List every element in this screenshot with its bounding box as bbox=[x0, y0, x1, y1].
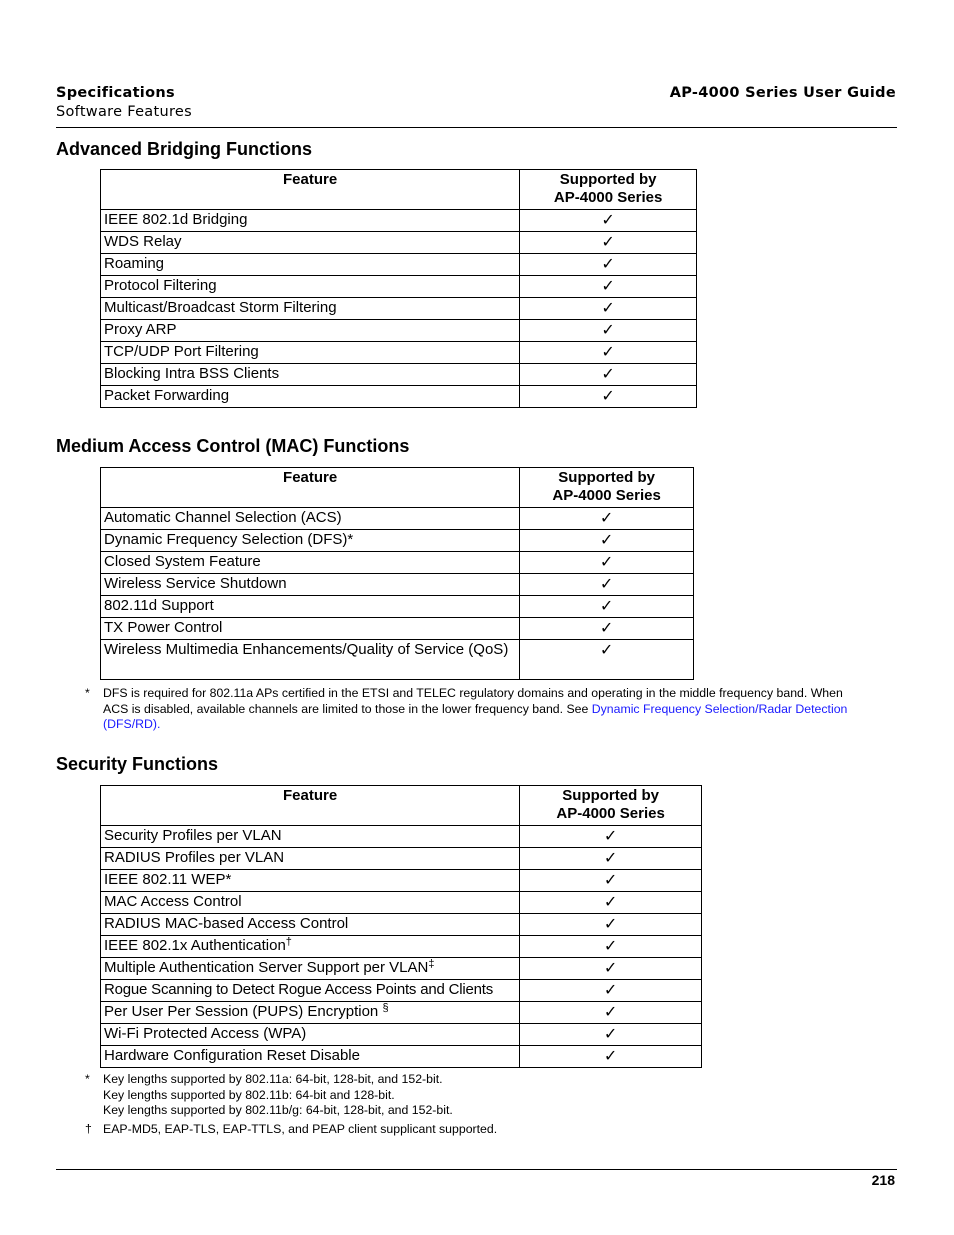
feature-text: Rogue Scanning to Detect Rogue Access Points and Clients bbox=[104, 981, 494, 998]
feature-column-header: Feature bbox=[101, 468, 520, 508]
table-row bbox=[101, 298, 697, 320]
check-icon: ✓ bbox=[520, 640, 694, 680]
table-row bbox=[101, 914, 702, 936]
check-icon: ✓ bbox=[520, 386, 697, 408]
check-icon: ✓ bbox=[520, 980, 702, 1002]
feature-text: Per User Per Session (PUPS) Encryption bbox=[104, 1003, 383, 1020]
table-row bbox=[101, 980, 702, 1002]
check-icon: ✓ bbox=[520, 276, 697, 298]
feature-cell bbox=[101, 1024, 520, 1046]
check-icon: ✓ bbox=[520, 958, 702, 980]
check-icon: ✓ bbox=[520, 1046, 702, 1068]
feature-cell bbox=[101, 914, 520, 936]
footnote-ref: † bbox=[285, 936, 292, 948]
table-row bbox=[101, 276, 697, 298]
check-icon: ✓ bbox=[520, 508, 694, 530]
feature-cell: WDS Relay bbox=[101, 232, 520, 254]
footnote-text: DFS is required for 802.11a APs certified in the ETSI and TELEC regulatory domains and operating in the middle frequency band. When ACS is disabled, available channels are limited to those in the lower frequency band. See bbox=[103, 686, 843, 716]
table-row bbox=[101, 364, 697, 386]
feature-cell bbox=[101, 892, 520, 914]
check-icon: ✓ bbox=[520, 210, 697, 232]
feature-column-header: Feature bbox=[101, 170, 520, 210]
footnote-ref: ‡ bbox=[428, 958, 435, 970]
check-icon: ✓ bbox=[520, 870, 702, 892]
table-row bbox=[101, 232, 697, 254]
feature-cell: TCP/UDP Port Filtering bbox=[101, 342, 520, 364]
dfs-rd-link[interactable]: Dynamic Frequency Selection/Radar Detection (DFS/RD). bbox=[103, 701, 848, 731]
check-icon: ✓ bbox=[520, 1024, 702, 1046]
mac-section-title: Medium Access Control (MAC) Functions bbox=[56, 436, 410, 456]
table-row bbox=[101, 552, 694, 574]
feature-cell: TX Power Control bbox=[101, 618, 520, 640]
footnote-marker: * bbox=[85, 686, 90, 700]
feature-cell: Wireless Service Shutdown bbox=[101, 574, 520, 596]
check-icon: ✓ bbox=[520, 232, 697, 254]
footnote-line: Key lengths supported by 802.11b/g: 64-bit, 128-bit, and 152-bit. bbox=[103, 1103, 453, 1117]
supported-column-header bbox=[520, 786, 702, 826]
footnote-line: Key lengths supported by 802.11a: 64-bit, 128-bit, and 152-bit. bbox=[103, 1072, 443, 1086]
feature-cell: Wireless Multimedia Enhancements/Quality of Service (QoS) bbox=[101, 640, 520, 680]
table-header-row bbox=[101, 170, 697, 210]
table-row bbox=[101, 210, 697, 232]
table-header-row bbox=[101, 468, 694, 508]
table-row bbox=[101, 826, 702, 848]
feature-cell bbox=[101, 1046, 520, 1068]
header-section: Software Features bbox=[56, 104, 192, 120]
feature-cell: IEEE 802.1d Bridging bbox=[101, 210, 520, 232]
security-footnote-key-lengths bbox=[85, 1072, 863, 1119]
supported-header-line-1: Supported by bbox=[558, 469, 655, 486]
mac-footnote bbox=[85, 686, 863, 733]
feature-cell bbox=[101, 870, 520, 892]
feature-cell bbox=[101, 980, 520, 1002]
feature-cell: Blocking Intra BSS Clients bbox=[101, 364, 520, 386]
feature-cell: Roaming bbox=[101, 254, 520, 276]
table-row bbox=[101, 508, 694, 530]
table-row bbox=[101, 1024, 702, 1046]
check-icon: ✓ bbox=[520, 618, 694, 640]
feature-cell bbox=[101, 848, 520, 870]
check-icon: ✓ bbox=[520, 892, 702, 914]
feature-cell bbox=[101, 936, 520, 958]
header-chapter: Specifications bbox=[56, 85, 175, 101]
header-divider bbox=[56, 127, 897, 128]
feature-cell: Automatic Channel Selection (ACS) bbox=[101, 508, 520, 530]
feature-text: MAC Access Control bbox=[104, 893, 242, 910]
feature-cell bbox=[101, 958, 520, 980]
supported-header-line-2: AP-4000 Series bbox=[556, 804, 665, 822]
feature-cell: 802.11d Support bbox=[101, 596, 520, 618]
table-row bbox=[101, 958, 702, 980]
table-row bbox=[101, 936, 702, 958]
footnote-marker: † bbox=[85, 1122, 92, 1136]
table-row bbox=[101, 1002, 702, 1024]
feature-cell bbox=[101, 826, 520, 848]
table-row bbox=[101, 342, 697, 364]
check-icon: ✓ bbox=[520, 936, 702, 958]
footnote-line: Key lengths supported by 802.11b: 64-bit and 128-bit. bbox=[103, 1087, 395, 1102]
table-row bbox=[101, 320, 697, 342]
security-footnote-eap bbox=[85, 1122, 863, 1138]
footnote-ref: § bbox=[382, 1002, 389, 1014]
check-icon: ✓ bbox=[520, 552, 694, 574]
table-row bbox=[101, 892, 702, 914]
supported-header-line-2: AP-4000 Series bbox=[553, 188, 663, 206]
table-row bbox=[101, 574, 694, 596]
footnote-marker: * bbox=[85, 1072, 90, 1086]
feature-text: Wi-Fi Protected Access (WPA) bbox=[104, 1025, 307, 1042]
table-row bbox=[101, 254, 697, 276]
feature-text: Multiple Authentication Server Support per VLAN bbox=[104, 959, 429, 976]
check-icon: ✓ bbox=[520, 1002, 702, 1024]
check-icon: ✓ bbox=[520, 254, 697, 276]
table-row bbox=[101, 848, 702, 870]
supported-header-line-2: AP-4000 Series bbox=[552, 486, 661, 504]
check-icon: ✓ bbox=[520, 342, 697, 364]
table-header-row bbox=[101, 786, 702, 826]
footer-divider bbox=[56, 1169, 897, 1170]
check-icon: ✓ bbox=[520, 364, 697, 386]
feature-text: IEEE 802.1x Authentication bbox=[104, 937, 286, 954]
feature-text: IEEE 802.11 WEP* bbox=[104, 871, 232, 888]
table-row bbox=[101, 640, 694, 680]
check-icon: ✓ bbox=[520, 914, 702, 936]
supported-column-header bbox=[520, 468, 694, 508]
feature-cell: Dynamic Frequency Selection (DFS)* bbox=[101, 530, 520, 552]
check-icon: ✓ bbox=[520, 298, 697, 320]
table-row bbox=[101, 618, 694, 640]
mac-table bbox=[100, 467, 694, 680]
check-icon: ✓ bbox=[520, 530, 694, 552]
table-row bbox=[101, 1046, 702, 1068]
security-section-title: Security Functions bbox=[56, 754, 219, 774]
footnote-text: EAP-MD5, EAP-TLS, EAP-TTLS, and PEAP client supplicant supported. bbox=[103, 1122, 498, 1136]
feature-cell: Protocol Filtering bbox=[101, 276, 520, 298]
table-row bbox=[101, 870, 702, 892]
bridging-table bbox=[100, 169, 697, 408]
table-row bbox=[101, 530, 694, 552]
supported-header-line-1: Supported by bbox=[562, 787, 659, 804]
header-guide-title: AP-4000 Series User Guide bbox=[669, 85, 896, 101]
page-number: 218 bbox=[871, 1172, 895, 1188]
feature-text: RADIUS Profiles per VLAN bbox=[104, 849, 285, 866]
feature-cell: Multicast/Broadcast Storm Filtering bbox=[101, 298, 520, 320]
feature-text: RADIUS MAC-based Access Control bbox=[104, 915, 349, 932]
feature-column-header: Feature bbox=[101, 786, 520, 826]
supported-column-header bbox=[520, 170, 697, 210]
check-icon: ✓ bbox=[520, 826, 702, 848]
supported-header-line-1: Supported by bbox=[559, 171, 657, 188]
feature-text: Security Profiles per VLAN bbox=[104, 827, 282, 844]
table-row bbox=[101, 386, 697, 408]
table-row bbox=[101, 596, 694, 618]
bridging-section-title: Advanced Bridging Functions bbox=[56, 139, 313, 159]
security-table bbox=[100, 785, 702, 1068]
check-icon: ✓ bbox=[520, 320, 697, 342]
feature-cell: Closed System Feature bbox=[101, 552, 520, 574]
feature-cell bbox=[101, 1002, 520, 1024]
check-icon: ✓ bbox=[520, 596, 694, 618]
feature-cell: Packet Forwarding bbox=[101, 386, 520, 408]
check-icon: ✓ bbox=[520, 848, 702, 870]
feature-cell: Proxy ARP bbox=[101, 320, 520, 342]
check-icon: ✓ bbox=[520, 574, 694, 596]
feature-text: Hardware Configuration Reset Disable bbox=[104, 1047, 360, 1064]
